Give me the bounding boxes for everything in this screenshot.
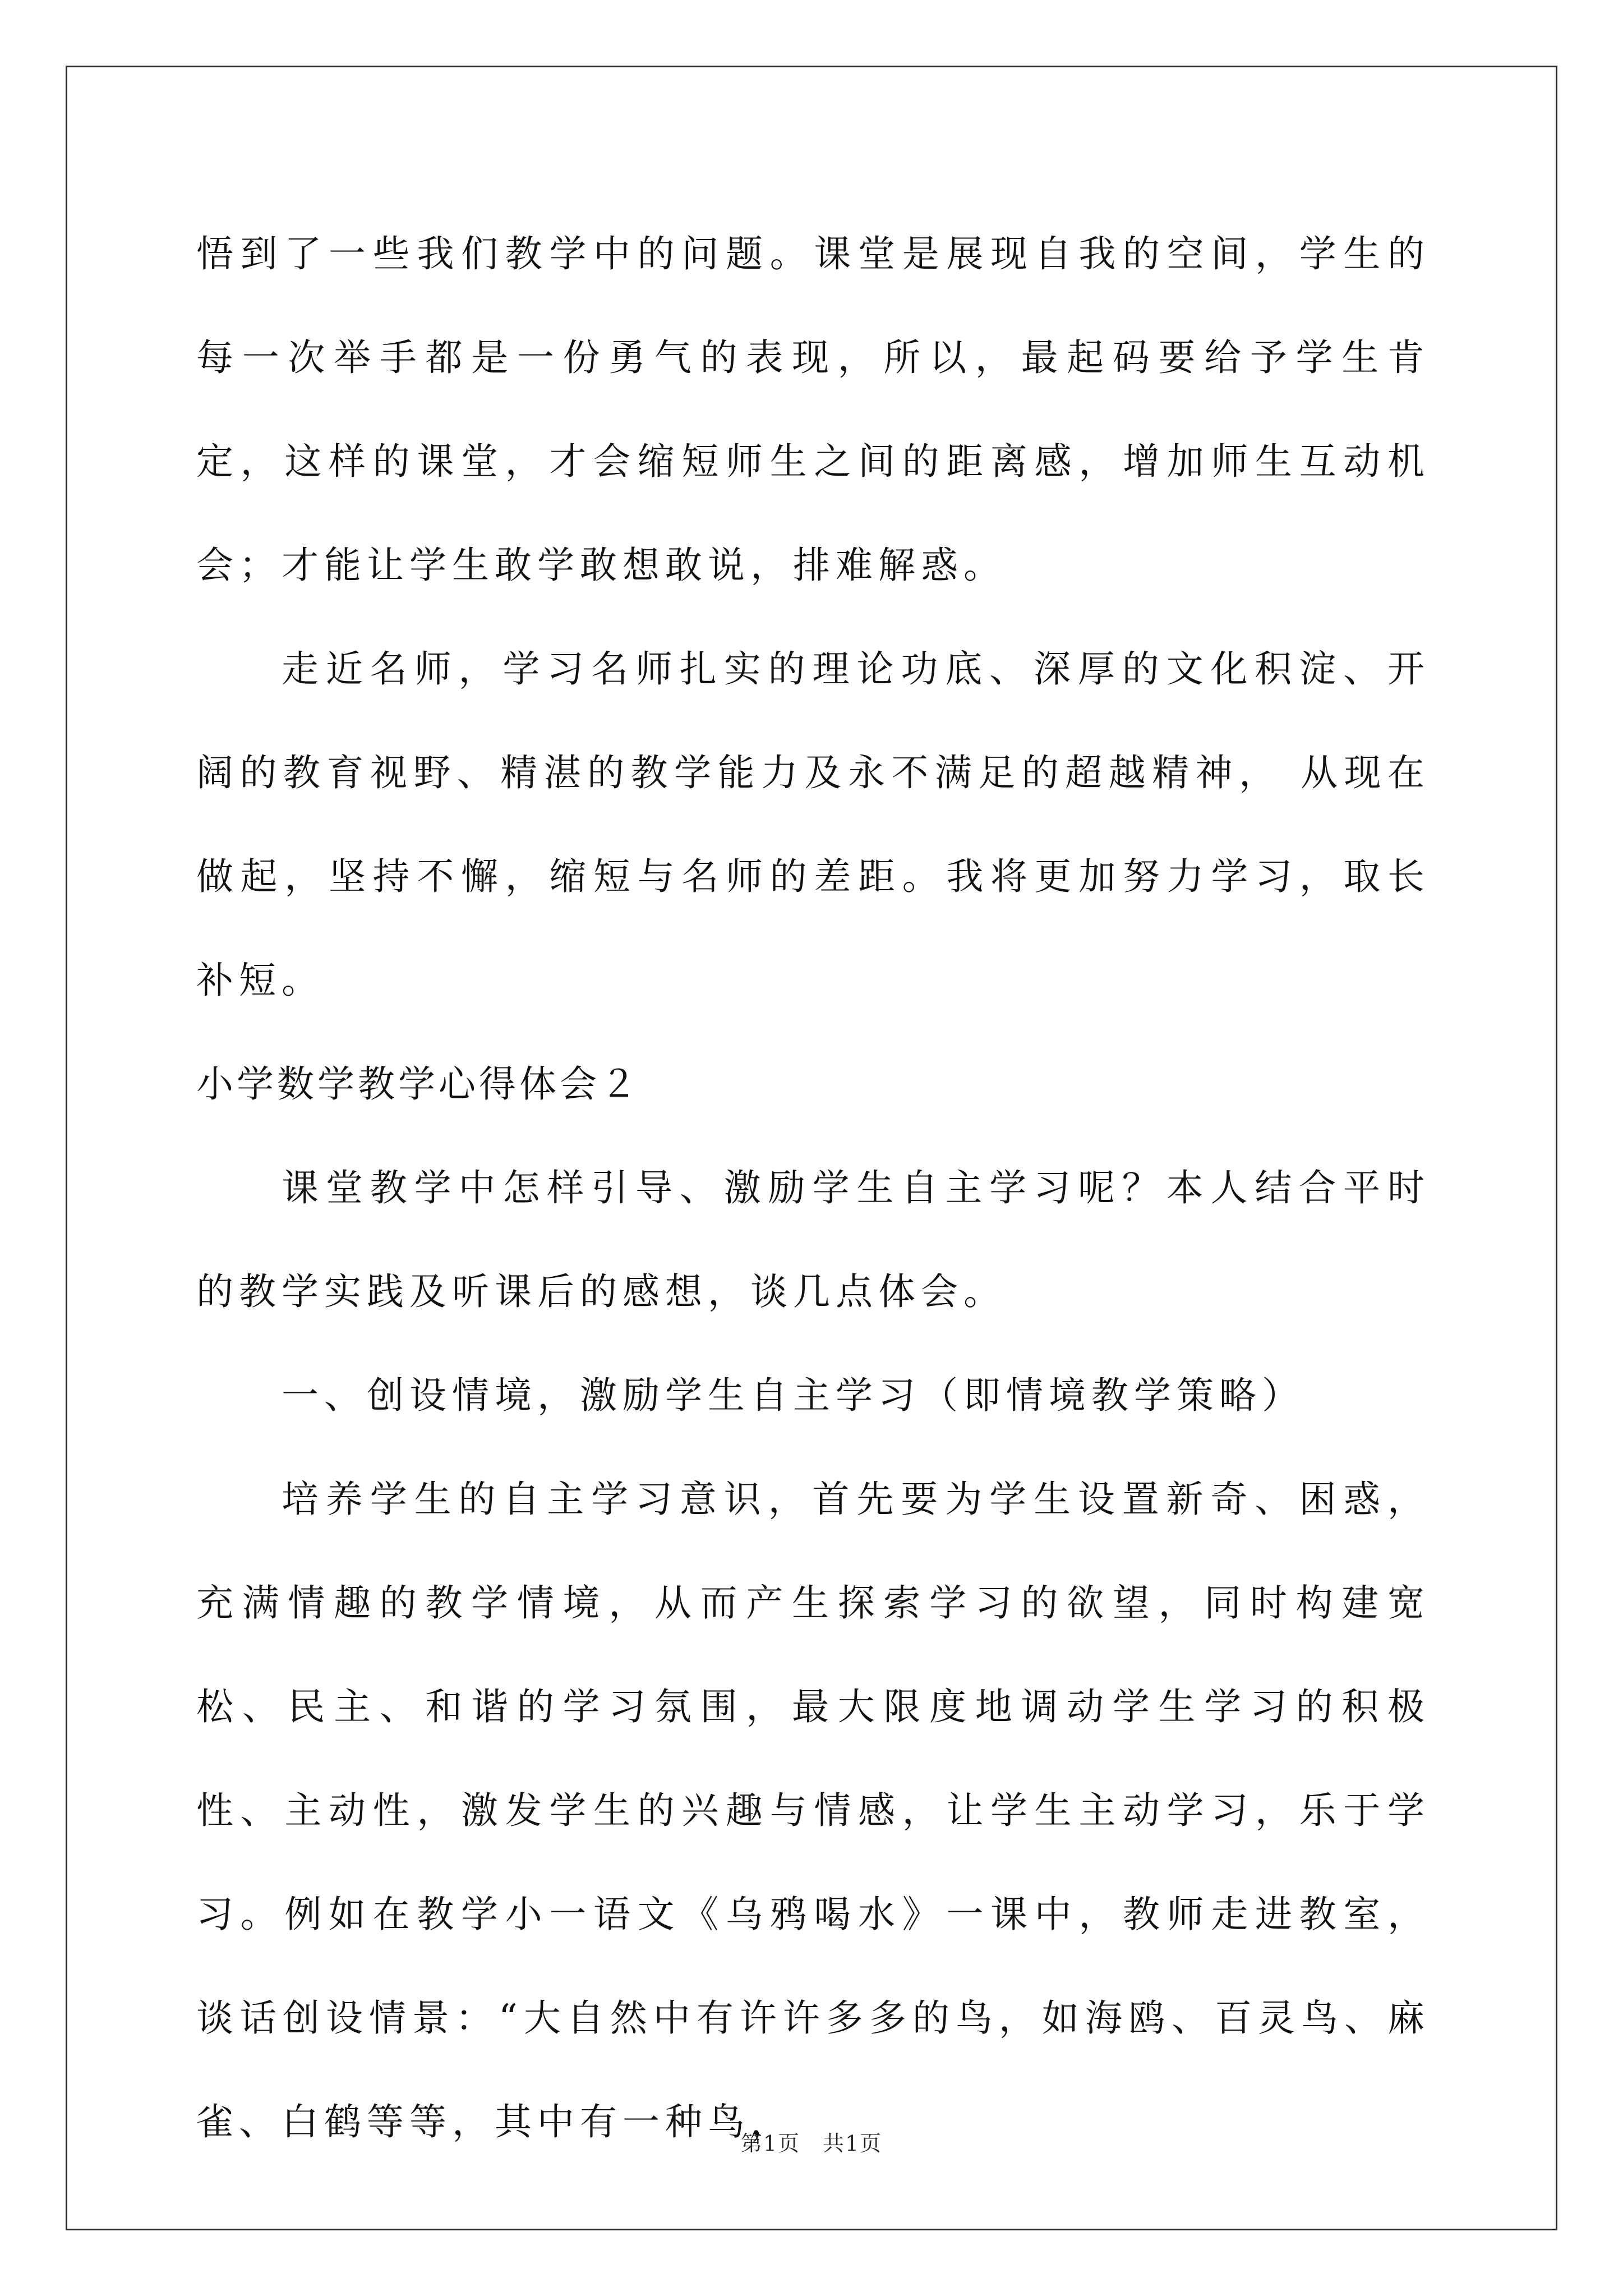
page-number-footer: 第1页 共1页 — [740, 2131, 883, 2156]
document-body — [196, 202, 1430, 2174]
paragraph-continuation: 悟到了一些我们教学中的问题。课堂是展现自我的空间，学生的每一次举手都是一份勇气的表现，所以，最起码要给予学生肯定，这样的课堂，才会缩短师生之间的距离感，增加师生互动机会；才能让学生敢学敢想敢说，排难解惑。 — [196, 232, 1430, 587]
subsection-heading-one: 一、创设情境，激励学生自主学习（即情境教学策略） — [282, 1374, 1304, 1417]
paragraph-intro-question: 课堂教学中怎样引导、激励学生自主学习呢？本人结合平时的教学实践及听课后的感想，谈几点体会。 — [196, 1166, 1430, 1313]
section-heading: 小学数学教学心得体会２ — [196, 1062, 640, 1106]
paragraph-situation-teaching: 培养学生的自主学习意识，首先要为学生设置新奇、困惑，充满情趣的教学情境，从而产生探索学习的欲望，同时构建宽松、民主、和谐的学习氛围，最大限度地调动学生学习的积极性、主动性，激发学生的兴趣与情感，让学生主动学习，乐于学习。例如在教学小一语文《乌鸦喝水》一课中，教师走进教室，谈话创设情景：“大自然中有许许多多的鸟，如海鸥、百灵鸟、麻雀、白鹤等等，其中有一种鸟， — [196, 1478, 1430, 2143]
paragraph-learn-from-masters: 走近名师，学习名师扎实的理论功底、深厚的文化积淀、开阔的教育视野、精湛的教学能力及永不满足的超越精神， 从现在做起，坚持不懈，缩短与名师的差距。我将更加努力学习，取长补短。 — [196, 647, 1430, 1002]
